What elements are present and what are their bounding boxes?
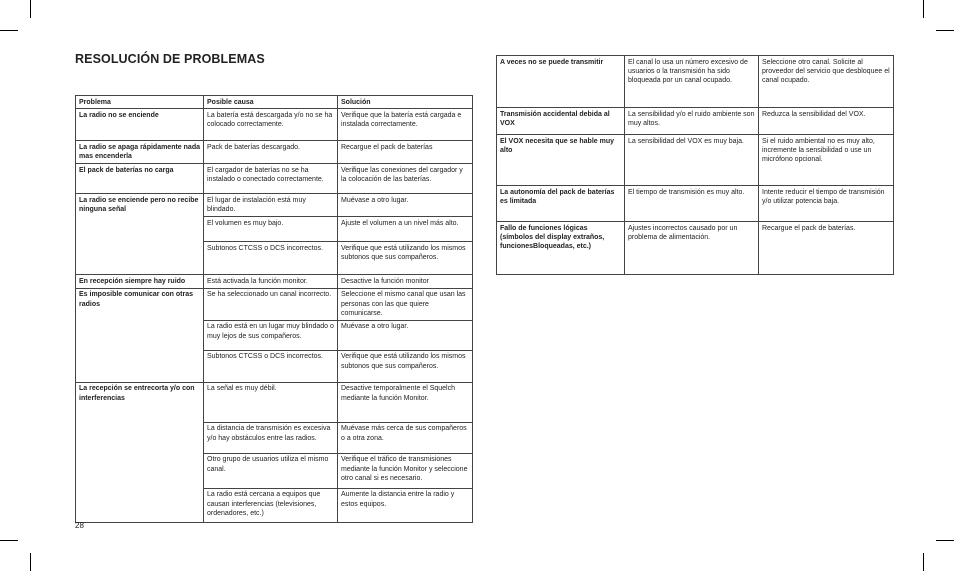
crop-mark	[30, 553, 31, 571]
header-solution: Solución	[338, 96, 473, 109]
problem-cell: La recepción se entrecorta y/o con interferencias	[76, 382, 204, 522]
table-row	[497, 56, 894, 108]
table-row	[76, 288, 473, 320]
cause-cell: El volumen es muy bajo.	[204, 217, 338, 242]
solution-cell: Seleccione otro canal. Solicite al proveedor del servicio que desbloquee el canal ocupado.	[759, 56, 894, 108]
cause-cell: La batería está descargada y/o no se ha colocado correctamente.	[204, 109, 338, 141]
table-row	[76, 109, 473, 141]
page-number: 28	[75, 521, 84, 530]
cause-cell: La radio está en un lugar muy blindado o muy lejos de sus compañeros.	[204, 320, 338, 350]
crop-mark	[0, 540, 18, 541]
problem-cell: La radio se enciende pero no recibe ninguna señal	[76, 194, 204, 275]
cause-cell: La sensibilidad del VOX es muy baja.	[625, 135, 759, 186]
solution-cell: Aumente la distancia entre la radio y estos equipos.	[338, 488, 473, 522]
solution-cell: Desactive la función monitor	[338, 275, 473, 288]
solution-cell: Intente reducir el tiempo de transmisión y/o utilizar potencia baja.	[759, 186, 894, 222]
cause-cell: La señal es muy débil.	[204, 382, 338, 422]
cause-cell: El lugar de instalación está muy blindado.	[204, 194, 338, 217]
solution-cell: Verifique que está utilizando los mismos subtonos que sus compañeros.	[338, 242, 473, 275]
header-cause: Posible causa	[204, 96, 338, 109]
table-row	[76, 164, 473, 194]
table-row	[76, 194, 473, 217]
table-row	[76, 275, 473, 288]
cause-cell: La sensibilidad y/o el ruido ambiente son muy altos.	[625, 108, 759, 135]
solution-cell: Reduzca la sensibilidad del VOX.	[759, 108, 894, 135]
cause-cell: Ajustes incorrectos causado por un problema de alimentación.	[625, 222, 759, 275]
solution-cell: Muévase más cerca de sus compañeros o a otra zona.	[338, 422, 473, 453]
solution-cell: Recargue el pack de baterías.	[759, 222, 894, 275]
problem-cell: En recepción siempre hay ruido	[76, 275, 204, 288]
crop-mark	[936, 540, 954, 541]
solution-cell: Verifique que la batería está cargada e instalada correctamente.	[338, 109, 473, 141]
page-title: RESOLUCIÓN DE PROBLEMAS	[75, 52, 265, 66]
table-row	[497, 135, 894, 186]
header-problem: Problema	[76, 96, 204, 109]
problem-cell: La radio no se enciende	[76, 109, 204, 141]
problem-cell: El VOX necesita que se hable muy alto	[497, 135, 625, 186]
table-row	[76, 382, 473, 422]
problem-cell: Es imposible comunicar con otras radios	[76, 288, 204, 382]
crop-mark	[923, 553, 924, 571]
table-row	[497, 186, 894, 222]
solution-cell: Ajuste el volumen a un nivel más alto.	[338, 217, 473, 242]
solution-cell: Desactive temporalmente el Squelch mediante la función Monitor.	[338, 382, 473, 422]
cause-cell: Otro grupo de usuarios utiliza el mismo canal.	[204, 453, 338, 488]
problem-cell: Transmisión accidental debida al VOX	[497, 108, 625, 135]
cause-cell: Pack de baterías descargado.	[204, 141, 338, 164]
problem-cell: La radio se apaga rápidamente nada mas encenderla	[76, 141, 204, 164]
solution-cell: Seleccione el mismo canal que usan las personas con las que quiere comunicarse.	[338, 288, 473, 320]
problem-cell: El pack de baterías no carga	[76, 164, 204, 194]
troubleshooting-table-left	[75, 95, 473, 523]
problem-cell: La autonomía del pack de baterías es limitada	[497, 186, 625, 222]
table-header-row	[76, 96, 473, 109]
cause-cell: El canal lo usa un número excesivo de usuarios o la transmisión ha sido bloqueada por un canal ocupado.	[625, 56, 759, 108]
solution-cell: Verifique el tráfico de transmisiones mediante la función Monitor y seleccione otro canal si es necesario.	[338, 453, 473, 488]
solution-cell: Verifique las conexiones del cargador y la colocación de las baterías.	[338, 164, 473, 194]
solution-cell: Si el ruido ambiental no es muy alto, incremente la sensibilidad o use un micrófono opcional.	[759, 135, 894, 186]
solution-cell: Muévase a otro lugar.	[338, 320, 473, 350]
problem-cell: A veces no se puede transmitir	[497, 56, 625, 108]
cause-cell: El tiempo de transmisión es muy alto.	[625, 186, 759, 222]
cause-cell: Subtonos CTCSS o DCS incorrectos.	[204, 350, 338, 382]
cause-cell: El cargador de baterías no se ha instalado o conectado correctamente.	[204, 164, 338, 194]
crop-mark	[923, 0, 924, 18]
troubleshooting-table-right	[496, 55, 894, 275]
cause-cell: La distancia de transmisión es excesiva y/o hay obstáculos entre las radios.	[204, 422, 338, 453]
solution-cell: Verifique que está utilizando los mismos subtonos que sus compañeros.	[338, 350, 473, 382]
cause-cell: La radio está cercana a equipos que causan interferencias (televisiones, ordenadores, etc.)	[204, 488, 338, 522]
cause-cell: Subtonos CTCSS o DCS incorrectos.	[204, 242, 338, 275]
table-row	[497, 222, 894, 275]
cause-cell: Está activada la función monitor.	[204, 275, 338, 288]
table-row	[76, 141, 473, 164]
problem-cell: Fallo de funciones lógicas (símbolos del display extraños, funcionesBloqueadas, etc.)	[497, 222, 625, 275]
crop-mark	[936, 30, 954, 31]
crop-mark	[0, 30, 18, 31]
solution-cell: Recargue el pack de baterías	[338, 141, 473, 164]
crop-mark	[30, 0, 31, 18]
cause-cell: Se ha seleccionado un canal incorrecto.	[204, 288, 338, 320]
solution-cell: Muévase a otro lugar.	[338, 194, 473, 217]
table-row	[497, 108, 894, 135]
